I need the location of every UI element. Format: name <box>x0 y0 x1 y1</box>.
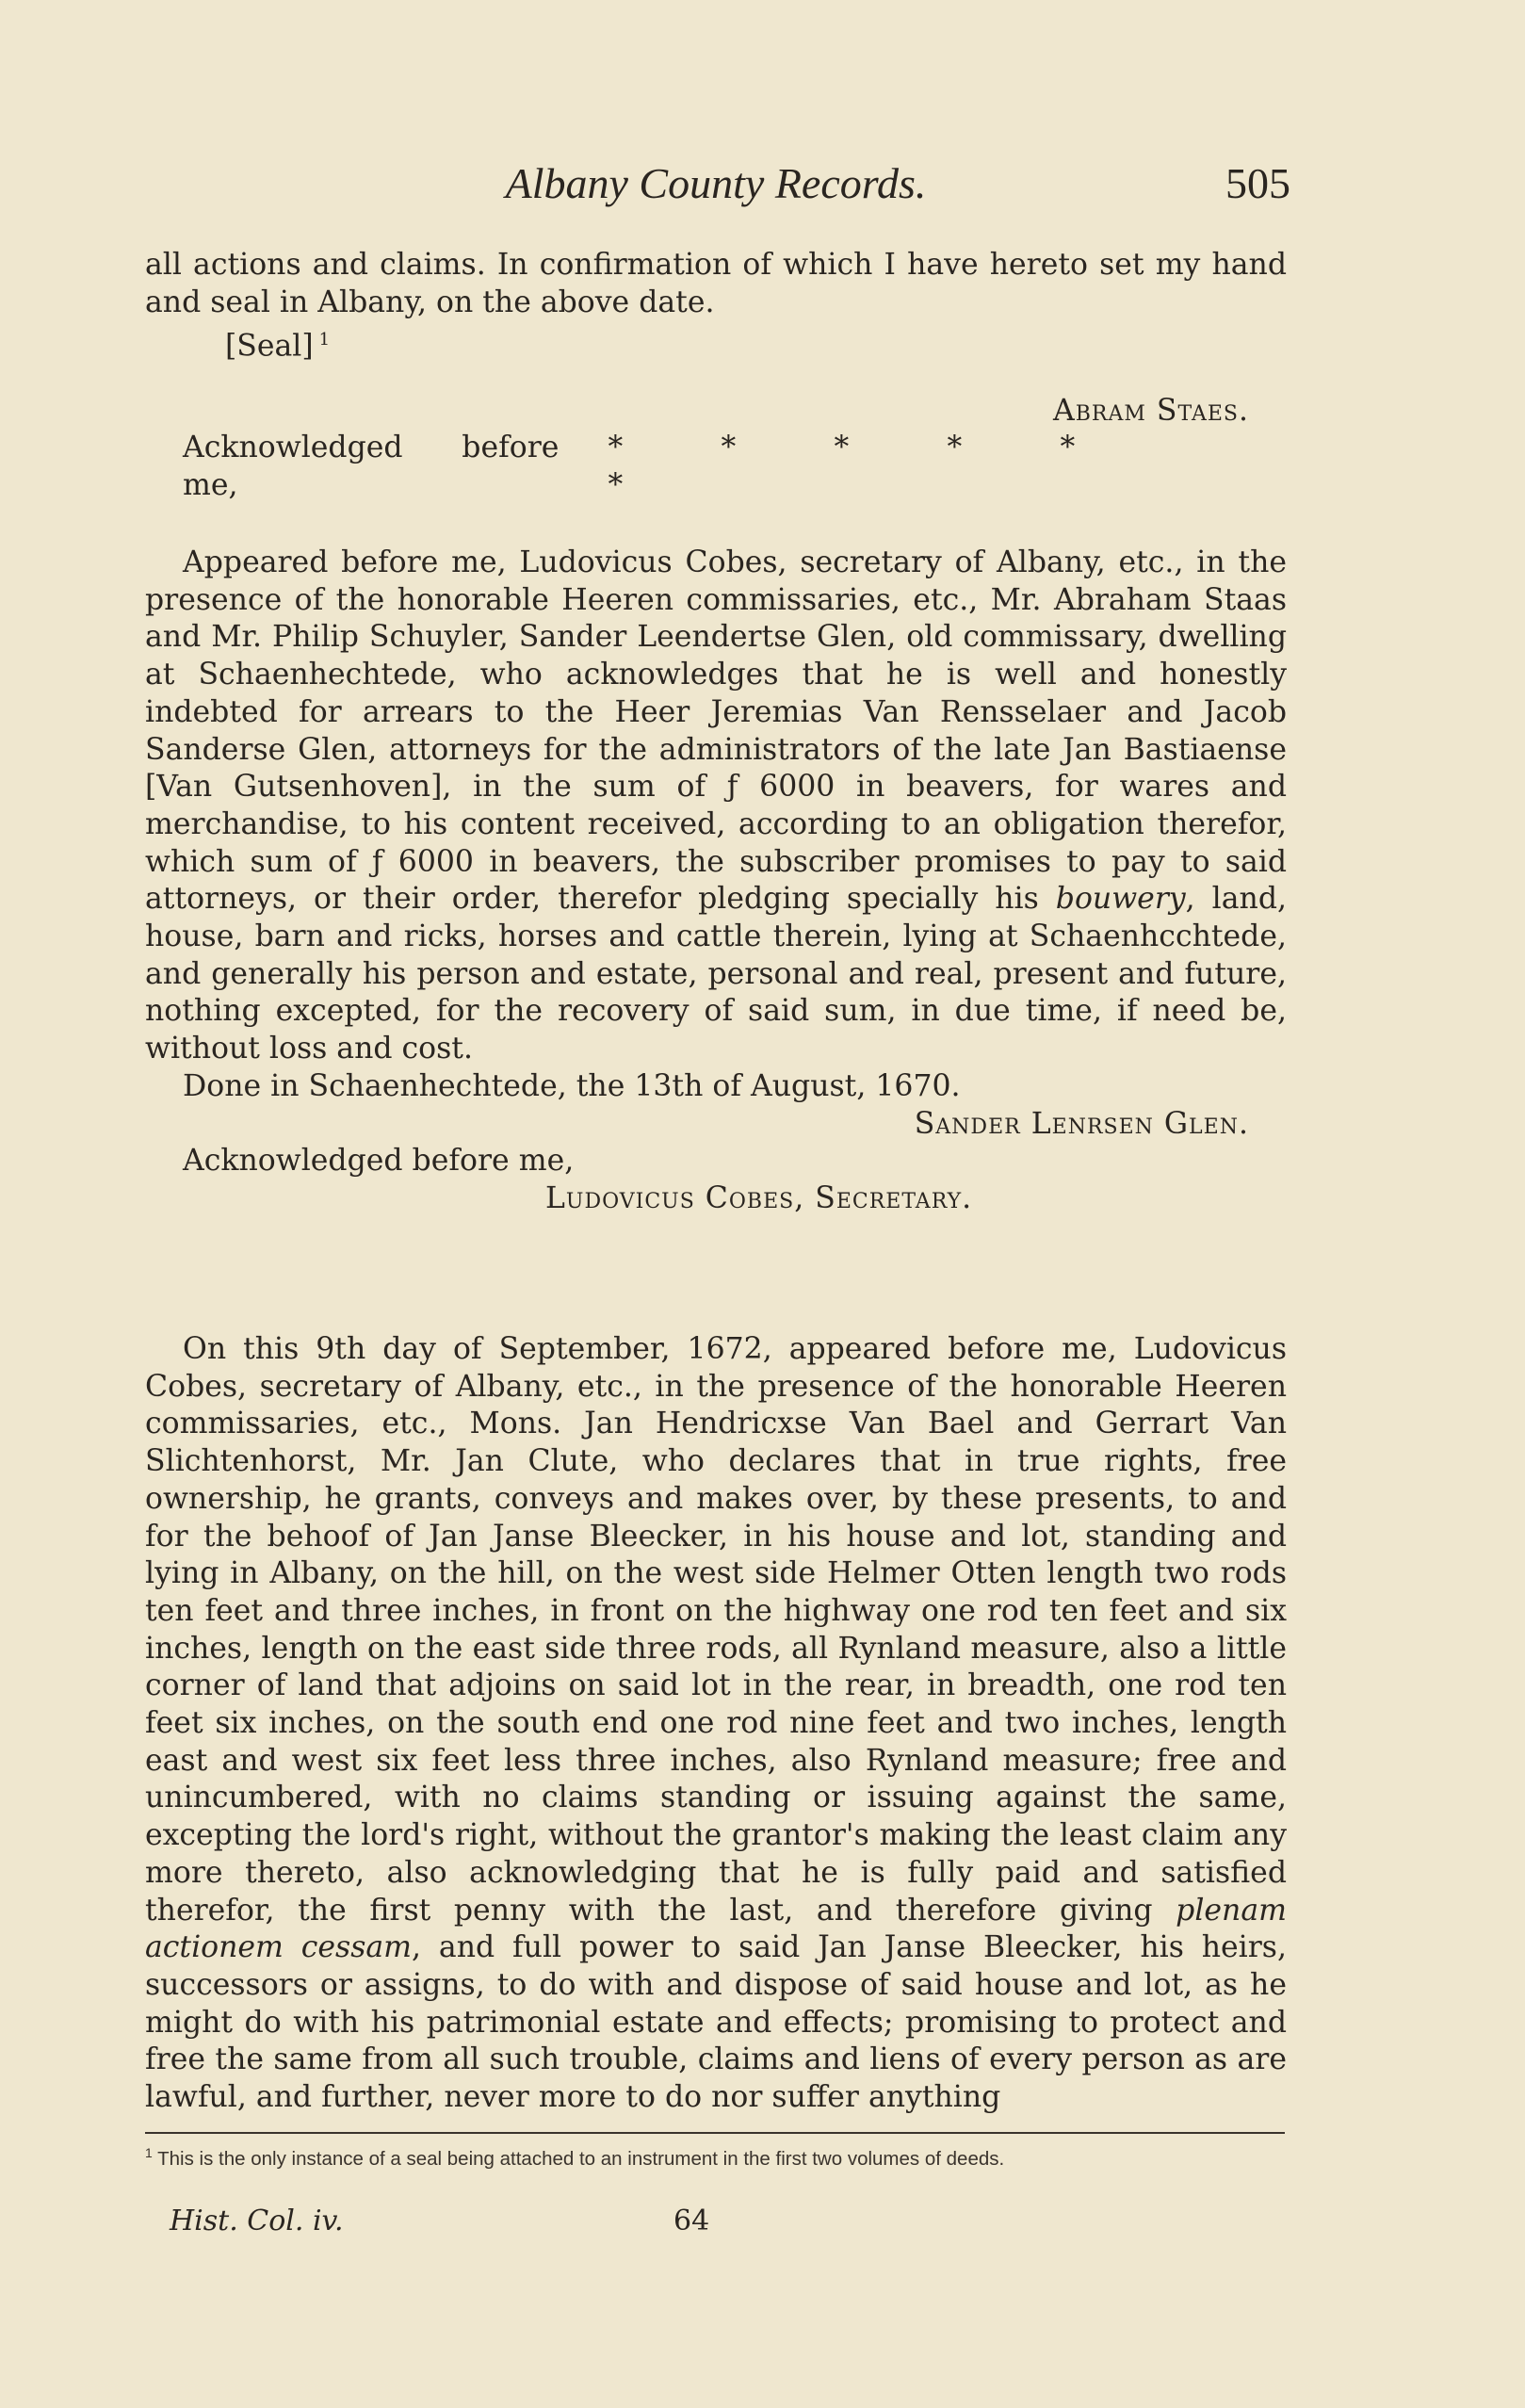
elision-stars: * * * * ** <box>608 431 1076 503</box>
latin-phrase: plenam actionem cessam <box>145 1893 1287 1965</box>
paragraph: all actions and claims. In confirmation of which I have hereto set my hand and seal in Albany, on the above date. <box>145 248 1287 319</box>
signature-mark: Hist. Col. iv. <box>170 2205 344 2237</box>
acknowledgment: Acknowledged before me, <box>183 1144 575 1179</box>
footnote-divider <box>145 2132 1285 2134</box>
footnote-ref: 1 <box>318 330 331 350</box>
italic-term: bouwery <box>1055 882 1186 917</box>
page-footer <box>170 2205 923 2237</box>
footnote <box>145 2141 1304 2171</box>
page-header <box>141 158 1290 215</box>
deed-conclusion <box>145 247 1287 505</box>
acknowledgment: Acknowledged before me, <box>183 431 560 503</box>
footnote-text: This is the only instance of a seal being attached to an instrument in the first two volumes of deeds. <box>157 2147 1005 2170</box>
page-number: 505 <box>1225 159 1290 207</box>
acknowledgment-line <box>145 430 1287 504</box>
paragraph: Appeared before me, Ludovicus Cobes, secretary of Albany, etc., in the presence of the honorable Heeren commissaries, etc., Mr. Abraham Staas and Mr. Philip Schuyler, Sander Leendertse Glen, old commissary, dwelling at Schaenhechtede, who acknowledges that he is well and honestly indebted for arrears to the Heer Jeremias Van Rensselaer and Jacob Sanderse Glen, attorneys for the administrators of the late Jan Bastiaense [Van Gutsenhoven], in the sum of ƒ 6000 in beavers, for wares and merchandise, to his content received, according to an obligation therefor, which sum of ƒ 6000 in beavers, the subscriber promises to pay to said attorneys, or their order, therefor pledging specially his bouwery, land, house, barn and ricks, horses and cattle therein, lying at Schaenhcchtede, and generally his person and estate, personal and real, present and future, nothing excepted, for the recovery of said sum, in due time, if need be, without loss and cost. <box>145 545 1287 1066</box>
seal-label: [Seal] <box>225 329 314 364</box>
signature: Sander Lenrsen Glen. <box>914 1106 1249 1141</box>
signature: Abram Staes. <box>1053 393 1249 428</box>
secretary-signature: Ludovicus Cobes, Secretary. <box>545 1180 973 1215</box>
footnote-number: 1 <box>145 2145 153 2160</box>
deed-obligation <box>145 545 1287 1218</box>
running-title: Albany County Records. <box>505 159 927 207</box>
seal-line <box>145 321 1287 366</box>
paragraph: On this 9th day of September, 1672, appeared before me, Ludovicus Cobes, secretary of Albany, etc., in the presence of the honorable Heeren commissaries, etc., Mons. Jan Hendricxse Van Bael and Gerrart Van Slichtenhorst, Mr. Jan Clute, who declares that in true rights, free ownership, he grants, conveys and makes over, by these presents, to and for the behoof of Jan Janse Bleecker, in his house and lot, standing and lying in Albany, on the hill, on the west side Helmer Otten length two rods ten feet and three inches, in front on the highway one rod ten feet and six inches, length on the east side three rods, all Rynland measure, also a little corner of land that adjoins on said lot in the rear, in breadth, one rod ten feet six inches, on the south end one rod nine feet and two inches, length east and west six feet less three inches, also Rynland measure; free and unincumbered, with no claims standing or issuing against the same, excepting the lord's right, without the grantor's making the least claim any more thereto, also acknowledging that he is fully paid and satisfied therefor, the first penny with the last, and therefore giving plenam actionem cessam, and full power to said Jan Janse Bleecker, his heirs, successors or assigns, to do with and dispose of said house and lot, as he might do with his patrimonial estate and effects; promising to protect and free the same from all such trouble, claims and liens of every person as are lawful, and further, never more to do nor suffer anything <box>145 1332 1287 2115</box>
sheet-number: 64 <box>673 2205 710 2237</box>
done-line: Done in Schaenhechtede, the 13th of August, 1670. <box>183 1068 961 1103</box>
deed-conveyance <box>145 1331 1287 2117</box>
